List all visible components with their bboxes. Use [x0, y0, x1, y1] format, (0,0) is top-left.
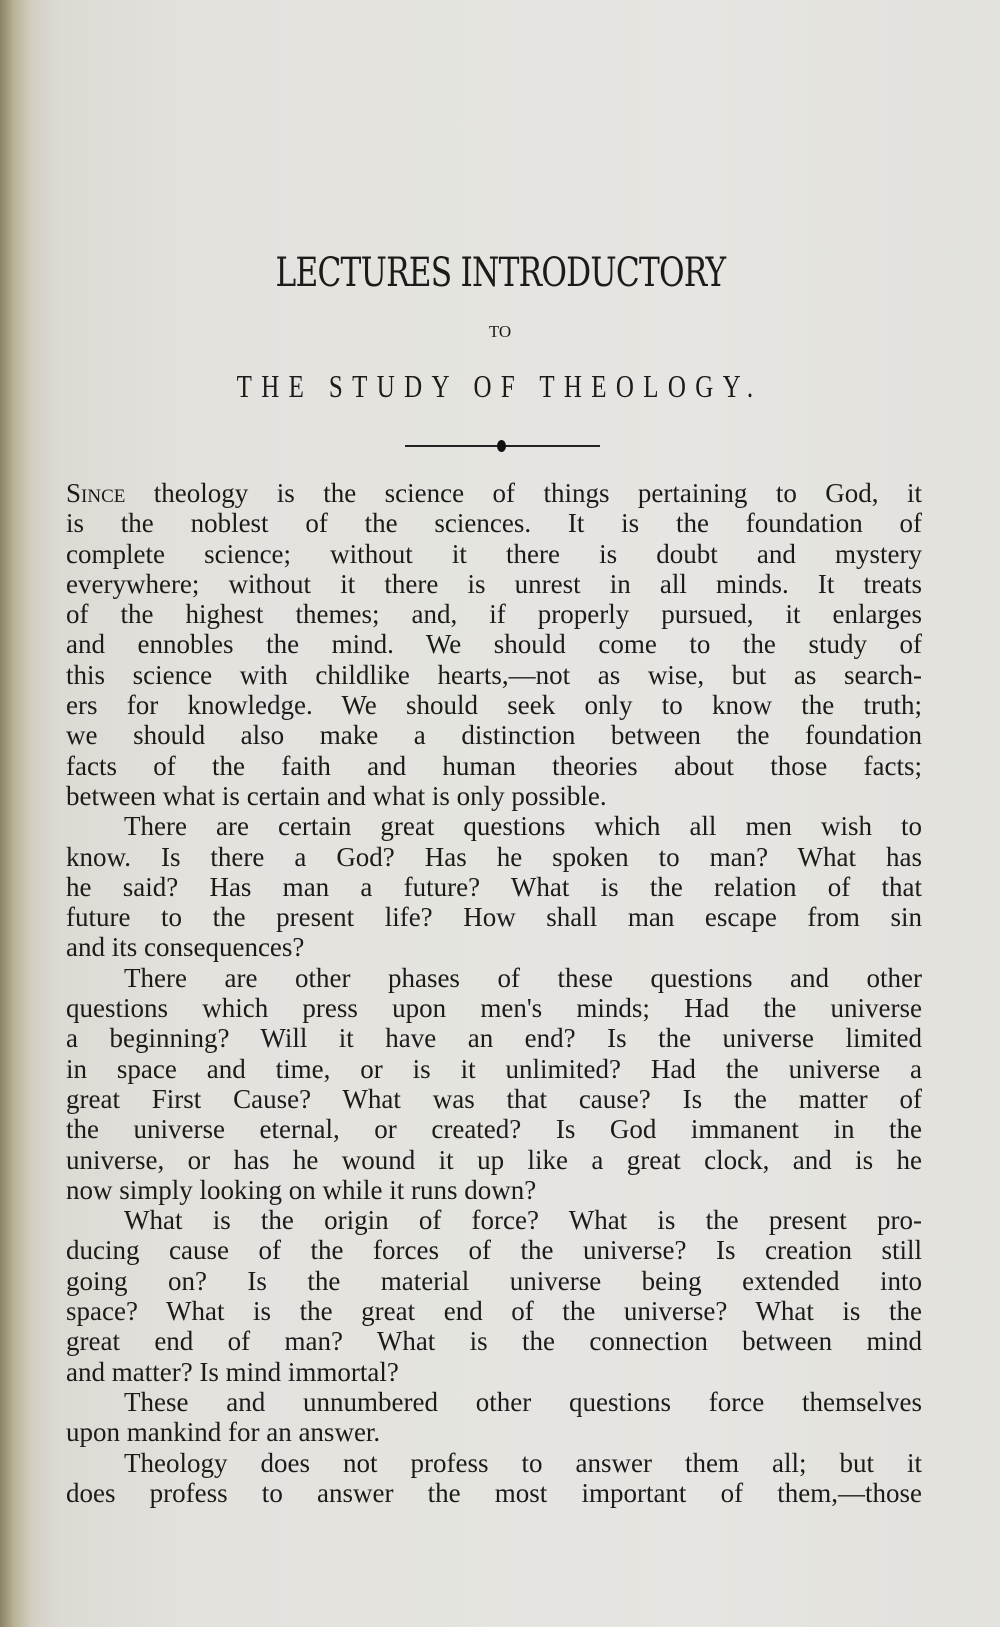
- text-line: What is the origin of force? What is the present pro-: [124, 1205, 922, 1236]
- paragraph: [66, 478, 922, 811]
- text-line: and matter? Is mind immortal?: [66, 1356, 399, 1387]
- text-line: These and unnumbered other questions force themselves: [124, 1386, 922, 1417]
- text-line: of the highest themes; and, if properly pursued, it enlarges: [66, 599, 922, 630]
- text-line: great First Cause? What was that cause? Is the matter of: [66, 1083, 922, 1114]
- text-line: universe, or has he wound it up like a great clock, and is he: [66, 1144, 922, 1175]
- text-line: between what is certain and what is only possible.: [66, 780, 607, 811]
- text-line: this science with childlike hearts,—not as wise, but as search-: [66, 659, 922, 690]
- paragraph: [66, 1205, 922, 1387]
- page-subtitle: THE STUDY OF THEOLOGY.: [236, 368, 763, 404]
- text-line: space? What is the great end of the universe? What is the: [66, 1296, 922, 1327]
- text-line: facts of the faith and human theories about those facts;: [66, 750, 922, 781]
- text-line: now simply looking on while it runs down?: [66, 1174, 537, 1205]
- divider-dot: [497, 440, 506, 452]
- text-line: and its consequences?: [66, 932, 305, 963]
- text-line: ers for knowledge. We should seek only to know the truth;: [66, 690, 922, 721]
- text-line: complete science; without it there is doubt and mystery: [66, 538, 922, 569]
- paragraph: [66, 811, 922, 962]
- opening-word: Since: [66, 478, 126, 508]
- text-line: a beginning? Will it have an end? Is the universe limited: [66, 1023, 922, 1054]
- text-line: questions which press upon men's minds; Had the universe: [66, 993, 922, 1024]
- text-line: in space and time, or is it unlimited? Had the universe a: [66, 1053, 922, 1084]
- paragraph: [66, 1387, 922, 1448]
- body-text: [66, 478, 922, 1508]
- text-line: the universe eternal, or created? Is God immanent in the: [66, 1114, 922, 1145]
- text-line: everywhere; without it there is unrest in all minds. It treats: [66, 568, 922, 599]
- text-line: upon mankind for an answer.: [66, 1417, 381, 1448]
- title-connector: TO: [488, 322, 512, 341]
- text-line: going on? Is the material universe being extended into: [66, 1265, 922, 1296]
- paragraph: [66, 963, 922, 1205]
- text-line: Theology does not profess to answer them all; but it: [124, 1447, 922, 1478]
- text-line: and ennobles the mind. We should come to the study of: [66, 629, 922, 660]
- text-line: is the noblest of the sciences. It is the foundation of: [66, 508, 922, 539]
- text-line: does profess to answer the most important of them,—those: [66, 1477, 922, 1508]
- text-line: he said? Has man a future? What is the relation of that: [66, 871, 922, 902]
- text-line: we should also make a distinction between the foundation: [66, 720, 922, 751]
- text-line: know. Is there a God? Has he spoken to man? What has: [66, 841, 922, 872]
- text-line: Since theology is the science of things pertaining to God, it: [66, 478, 922, 508]
- page-title: LECTURES INTRODUCTORY: [275, 250, 726, 296]
- text-line: future to the present life? How shall man escape from sin: [66, 902, 922, 933]
- paragraph: [66, 1448, 922, 1509]
- text-line: There are other phases of these questions and other: [124, 962, 922, 993]
- text-line: great end of man? What is the connection between mind: [66, 1326, 922, 1357]
- text-line: There are certain great questions which all men wish to: [124, 811, 922, 842]
- text-line: ducing cause of the forces of the universe? Is creation still: [66, 1235, 922, 1266]
